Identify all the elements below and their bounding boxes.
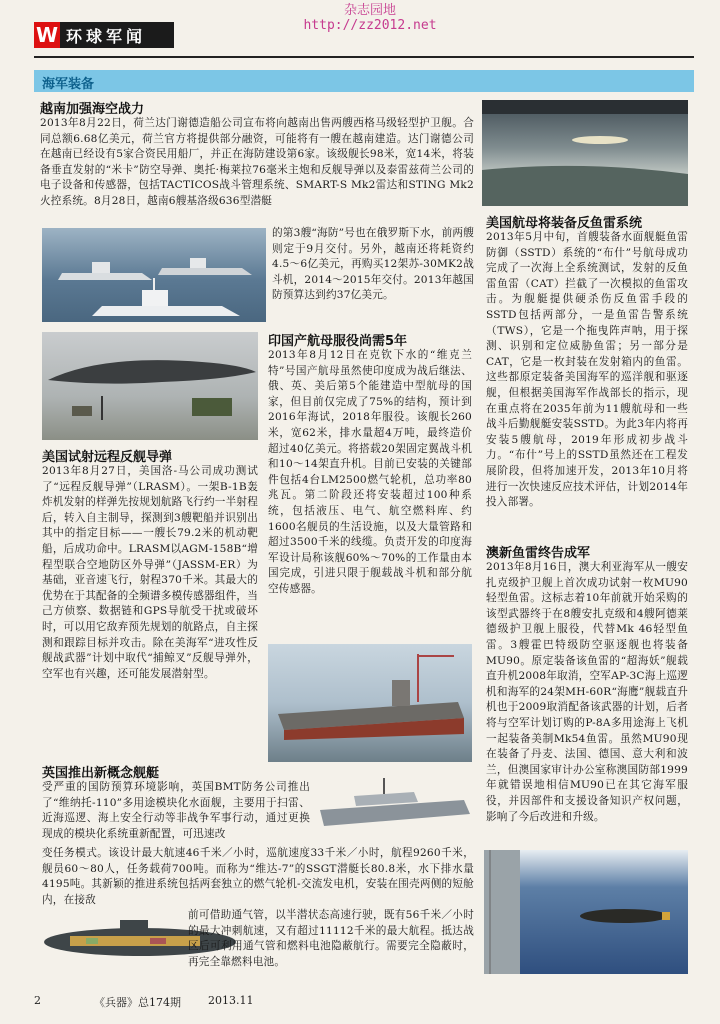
article-body-uk-concept-1: 受严重的国防预算环境影响，英国BMT防务公司推出了“维纳托-110”多用途模块化水面舰，主要用于扫雷、近海巡逻、海上安全行动等非战争军事行动，通过更换现成的模块化系统重新配置，可迅速改 [42,781,310,840]
corvette-illustration [42,228,266,322]
masthead-rule [34,56,694,58]
issue-date: 2013.11 [208,994,254,1007]
b1b-illustration [42,332,258,440]
mu90-illustration [484,850,688,974]
article-body-us-lrasm: 2013年8月27日，美国洛-马公司成功测试了“远程反舰导弹”（LRASM）。一架B-1B轰炸机发射的样弹先按规划航路飞行约一半射程后，转入自主制导，探测到3艘靶船并识别出其中的指定目标——一艘长79.2米的机动靶船，后成功命中。LRASM以AGM-158B“增程型联合空地防区外导弹”（JASSM-ER）为基础，亚音速飞行，射程370千米。其最大的优势在于其配备的全频谱多模传感器组件，当己方侦察、数据链和GPS导航受干扰或破坏时，可以用它敌弃预先规划的航路点，自主探测和跟踪目标并攻击。除在美海军“进攻性反舰战武器”计划中取代“捕鲸叉”反舰导弹外，空军也有兴趣，还可能发展潜射型。 [42,465,258,680]
page-number: 2 [34,994,41,1007]
torpedo-launch-illustration [482,100,688,206]
article-body-vietnam-1: 2013年8月22日，荷兰达门谢德造船公司宣布将向越南出售两艘西格马级轻型护卫舰。合同总额6.68亿美元，荷兰官方将提供部分融资，可能将有一艘在越南建造。达门谢德公司在越南已经设有5家合资民用船厂，并正在海防建设第6家。该级舰长98米，宽14米，将装备垂直发射的“米卡”防空导弹、奥托·梅莱拉76毫米主炮和反舰导弹以及泰雷兹荷兰公司的电子设备和传感器，包括TACTICOS战斗管理系统、SMART-S Mk2雷达和STING Mk2火控系统。8月28日，越南6艘基洛级636型潜艇 [40,117,474,207]
masthead-logo [34,22,174,48]
article-body-uk-concept-2: 变任务模式。该设计最大航速46千米／小时，巡航速度33千米／小时，航程9260千米，舰员60～80人，任务载荷700吨。而称为“维达-7”的SSGT潜艇长80.8米，水下排水量4195吨。其新颖的推进系统包括两套独立的燃气轮机-交流发电机，安装在围壳两侧的短舱内，在接敌 [42,847,474,906]
section-bar [34,70,694,92]
photo-mu90-torpedo [484,850,688,974]
carrier-illustration [268,644,472,762]
article-title-vietnam: 越南加强海空战力 [40,102,145,117]
watermark-line-1: 杂志园地 [343,3,396,18]
photo-b1b-bomber [42,332,258,440]
article-title-us-lrasm: 美国试射远程反舰导弹 [42,450,173,465]
article-title-us-torpedo: 美国航母将装备反鱼雷系统 [486,216,643,231]
venator-illustration [314,770,474,842]
article-body-aus-mu90: 2013年8月16日，澳大利亚海军从一艘安扎克级护卫舰上首次成功试射一枚MU90轻型鱼雷。这标志着10年前就开始采购的该型武器终于在8艘安扎克级和4艘阿德莱德级护卫舰上服役，代替Mk 46轻型鱼雷。3艘霍巴特级防空驱逐舰也将装备MU90。原定装备该鱼雷的“超海妖”舰载直升机2008年取消，空军AP-3C海上巡逻机和海军的24架MH-60R“海鹰”舰载直升机也于2009取消配备该武器的计划，后者将与空军计划订购的P-8A多用途海上飞机一起装备美制Mk54鱼雷。虽然MU90现在装备了丹麦、法国、德国、意大利和波兰，但澳国家审计办公室称澳国防部1999年就错误地相信MU90已在其它海军服役，并因部件和支援设备知识产权问题，影响了今后改进和升级。 [486,561,688,823]
section-title: 海军装备 [42,77,95,92]
watermark-line-2: http://zz2012.net [303,18,437,33]
site-watermark [290,3,450,33]
article-body-vietnam-2: 的第3艘“海防”号也在俄罗斯下水，前两艘则定于9月交付。另外，越南还将耗资约4.5～6亿美元，再购买12架苏-30MK2战斗机，2014～2015年交付。2013年越国防预算达到约37亿美元。 [272,227,474,302]
logo-letter: W [35,23,59,47]
photo-corvette [42,228,266,322]
article-title-india-carrier: 印国产航母服役尚需5年 [268,334,408,349]
masthead-title: 环球军闻 [66,26,147,46]
photo-vikrant-carrier [268,644,472,762]
photo-torpedo-launch [482,100,688,206]
article-body-us-torpedo: 2013年5月中旬，首艘装备水面舰艇鱼雷防御（SSTD）系统的“布什”号航母成功完成了一次海上全系统测试，发射的反鱼雷鱼雷（CAT）拦截了一次模拟的鱼雷攻击。为舰艇提供硬杀伤反鱼雷手段的SSTD包括两部分，一是鱼雷告警系统（TWS），它是一个拖曳阵声呐，用于探测、识别和定位威胁鱼雷；另一部分是CAT，它是一枚封装在发射箱内的鱼雷。这些都原定装备美国海军的巡洋舰和驱逐舰，但根据美国海军作战部长的指示，现在重点将在2035年前为11艘航母和一些战斗后勤舰艇安装SSTD。为此3年内将再安装5艘航母，2019年形成初步战斗力。“布什”号上的SSTD虽然还在工程发展阶段，但将加速开发，2013年10月将进行一次快速反应技术评估，计划2014年投入部署。 [486,231,688,509]
article-body-india-carrier: 2013年8月12日在克钦下水的“维克兰特”号国产航母虽然使印度成为战后继法、俄、英、美后第5个能建造中型航母的国家，但目前仅完成了75%的结构，预计到2016年海试，2018年服役。该舰长260米，宽62米，排水量超4万吨，最终造价超过40亿美元。将搭载20架固定翼战斗机和10～14架直升机。目前已安装的关键部件包括4台LM2500燃气轮机，总功率80兆瓦。第二阶段还将安装超过100种系统，包括液压、电气、航空燃料库、约1600名舰员的生活设施，以及大量管路和超过3500千米的线缆。负责开发的印度海军设计局称该舰60%～70%的工作量由本国完成，引进只限于舰载战斗机和部分航空传感器。 [268,349,472,595]
photo-venator-ship [314,770,474,842]
article-body-uk-concept-3: 前可借助通气管，以半潜状态高速行驶，既有56千米／小时的最大冲刺航速，又有超过11112千米的最大航程。抵达战区后可利用通气管和燃料电池隐蔽航行。需要完全隐蔽时，再完全靠燃料电池。 [188,909,474,968]
magazine-issue: 《兵器》总174期 [94,996,181,1009]
article-title-aus-mu90: 澳新鱼雷终告成军 [486,546,591,561]
article-title-uk-concept: 英国推出新概念舰艇 [42,766,160,781]
